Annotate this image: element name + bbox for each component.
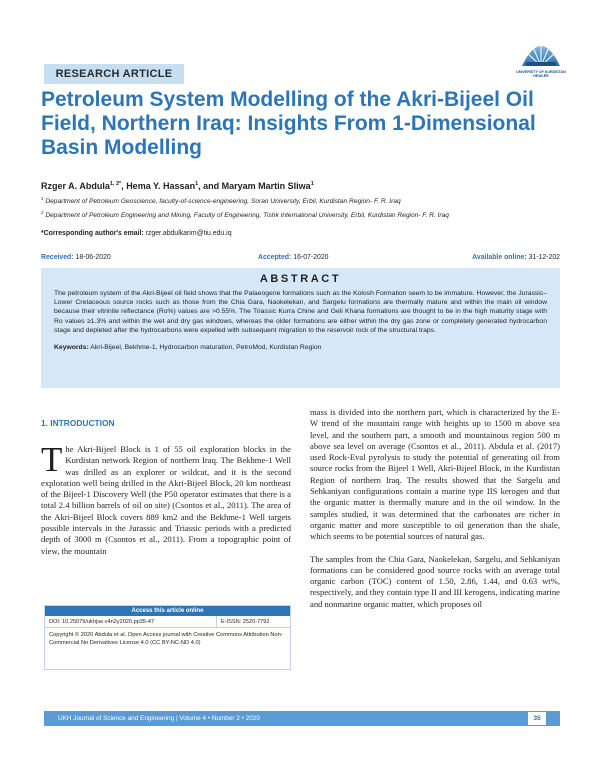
affiliation-sup: 2	[41, 210, 44, 215]
author-separator: ,	[121, 181, 127, 191]
intro-paragraph-right-1: mass is divided into the northern part, which is characterized by the E-W trend of the mountain range with heights up to 1500 m above sea level, and the southern part, a smooth and mountainous region 500 m above sea level on average (Csontos et al., 2011). Abdula et al. (2017) used Rock-Eval pyrolysis to study the potential of generating oil from source rocks from the Bijeel 1 Well, Akri-Bijeel Block, in the Kurdistan Region of northern Iraq. The results showed that the Sargelu and Sehkaniyan configurations contain a marine type IIS kerogen and that the organic matter is thermally mature and in the oil window. In the samples studied, it was determined that the carbonates are richer in organic matter and more susceptible to oil generation than the shale, which seems to be potential sources of natural gas.	[310, 407, 560, 542]
drop-cap: T	[41, 440, 63, 479]
affiliation-text: Department of Petroleum Geoscience, faculty-of-science-engineering, Soran University, Erbil, Kurdistan Region- F. R. Iraq	[45, 198, 401, 206]
affiliation-text: Department of Petroleum Engineering and Mining, Faculty of Engineering, Tishk International University, Erbil, Kurdistan Region- F. R. Iraq	[45, 212, 449, 220]
author-separator: , and	[198, 181, 222, 191]
author-sup: 1	[195, 181, 199, 187]
affiliation	[41, 210, 449, 219]
access-row	[45, 616, 290, 628]
paper-title: Petroleum System Modelling of the Akri-Bijeel Oil Field, Northern Iraq: Insights From 1-Dimensional Basin Modelling	[41, 88, 536, 159]
abstract-heading: ABSTRACT	[259, 273, 342, 285]
author-sup: 1	[310, 181, 314, 187]
received-value: 18-06-2020	[75, 254, 111, 261]
online-value: 31-12-202	[528, 254, 560, 261]
date-online	[472, 254, 560, 261]
author-name: Hema Y. Hassan	[126, 181, 196, 191]
page-footer	[44, 711, 560, 726]
corresponding-author	[41, 230, 232, 237]
logo-caption: UNIVERSITY OF KURDISTAN HEWLÊR	[516, 70, 566, 79]
accepted-label: Accepted:	[258, 254, 292, 261]
author-sup: 1, 2*	[109, 181, 122, 187]
abstract-box	[41, 268, 560, 388]
corresponding-email[interactable]: rzger.abdulkarim@tiu.edu.iq	[145, 230, 232, 237]
received-label: Received:	[41, 254, 74, 261]
intro-paragraph-left: he Akri-Bijeel Block is 1 of 55 oil exploration blocks in the Kurdistan network Region of northern Iraq. The Bekhme-1 Well was drilled as an explorer or wildcat, and it is the second exploration well being drilled in the Akri-Bijeel Block, 20 km northeast of the Bijeel-1 Discovery Well (the P50 operator estimates that there is a total 2.4 billion barrels of oil on site) (Csontos et al., 2011). The area of the Akri-Bijeel Block covers 889 km2 and the Bekhme-1 Well targets possible intervals in the Jurassic and Triassic periods with a predicted depth of 3000 m (Csontos et al., 2011). From a topographic point of view, the mountain	[41, 444, 291, 556]
intro-paragraph-right-2: The samples from the Chia Gara, Naokelekan, Sargelu, and Sehkaniyan formations can be considered good source rocks with an average total organic carbon (TOC) content of 1.50, 2.86, 1.44, and 0.63 wt%, respectively, and they contain type II and III kerogens, indicating marine and nonmarine organic matter, which proposes oil	[310, 553, 560, 609]
issn: E-ISSN: 2520-7792	[221, 619, 270, 625]
accepted-value: 16-07-2020	[293, 254, 329, 261]
date-accepted	[258, 254, 329, 261]
body-column-right	[310, 407, 560, 610]
date-received	[41, 254, 111, 261]
affiliation	[41, 196, 401, 205]
affiliation-sup: 1	[41, 196, 44, 201]
copyright-notice: Copyright © 2020 Abdula et al. Open Access journal with Creative Commons Attribution Non-Commercial No Derivatives License 4.0 (CC BY-NC-ND 4.0)	[49, 632, 283, 647]
access-online-box	[44, 605, 291, 670]
author-name: Rzger A. Abdula	[41, 181, 110, 191]
access-heading: Access this article online	[45, 606, 290, 616]
keywords-label: Keywords:	[54, 344, 89, 352]
author-name: Maryam Martin Sliwa	[221, 181, 311, 191]
body-column-left	[41, 440, 291, 557]
doi-link[interactable]: DOI: 10.25079/ukhjse.v4n2y2020.pp35-47	[45, 616, 217, 628]
online-label: Available online:	[472, 254, 527, 261]
keywords-list: Akri-Bijeel, Bekhme-1, Hydrocarbon maturation, PetroMod, Kurdistan Region	[90, 344, 322, 352]
corresponding-label: *Corresponding author's email:	[41, 230, 144, 237]
section-heading-introduction: 1. INTRODUCTION	[41, 418, 115, 428]
author-list	[41, 181, 314, 191]
abstract-text: The petroleum system of the Akri-Bijeel oil field shows that the Palaeogene formations such as the Kolosh Formation seem to be immature. However, the Jurassic–Lower Cretaceous source rocks such as those from the Chia Gara, Naokelekan, and Sargelu formations are thermally mature and within the main oil window because their vitrinite reflectance (Ro%) values are >0.55%. The Triassic Kurra Chine and Geli Khana formations are thought to be in the high maturity stage with Ro values ≥1.3% and within the wet and dry gas windows, whereas the older formations are either within the dry gas zone or completely generated hydrocarbon stage and depleted after the hydrocarbons were expelled with subsequent migration to the reservoir rock of the structural traps.	[54, 290, 547, 334]
article-dates	[41, 254, 560, 265]
article-type-badge: RESEARCH ARTICLE	[44, 64, 184, 84]
keywords	[54, 343, 547, 352]
page-number: 35	[528, 712, 546, 725]
footer-journal: UKH Journal of Science and Engineering | Volume 4 • Number 2 • 2020	[58, 715, 260, 722]
